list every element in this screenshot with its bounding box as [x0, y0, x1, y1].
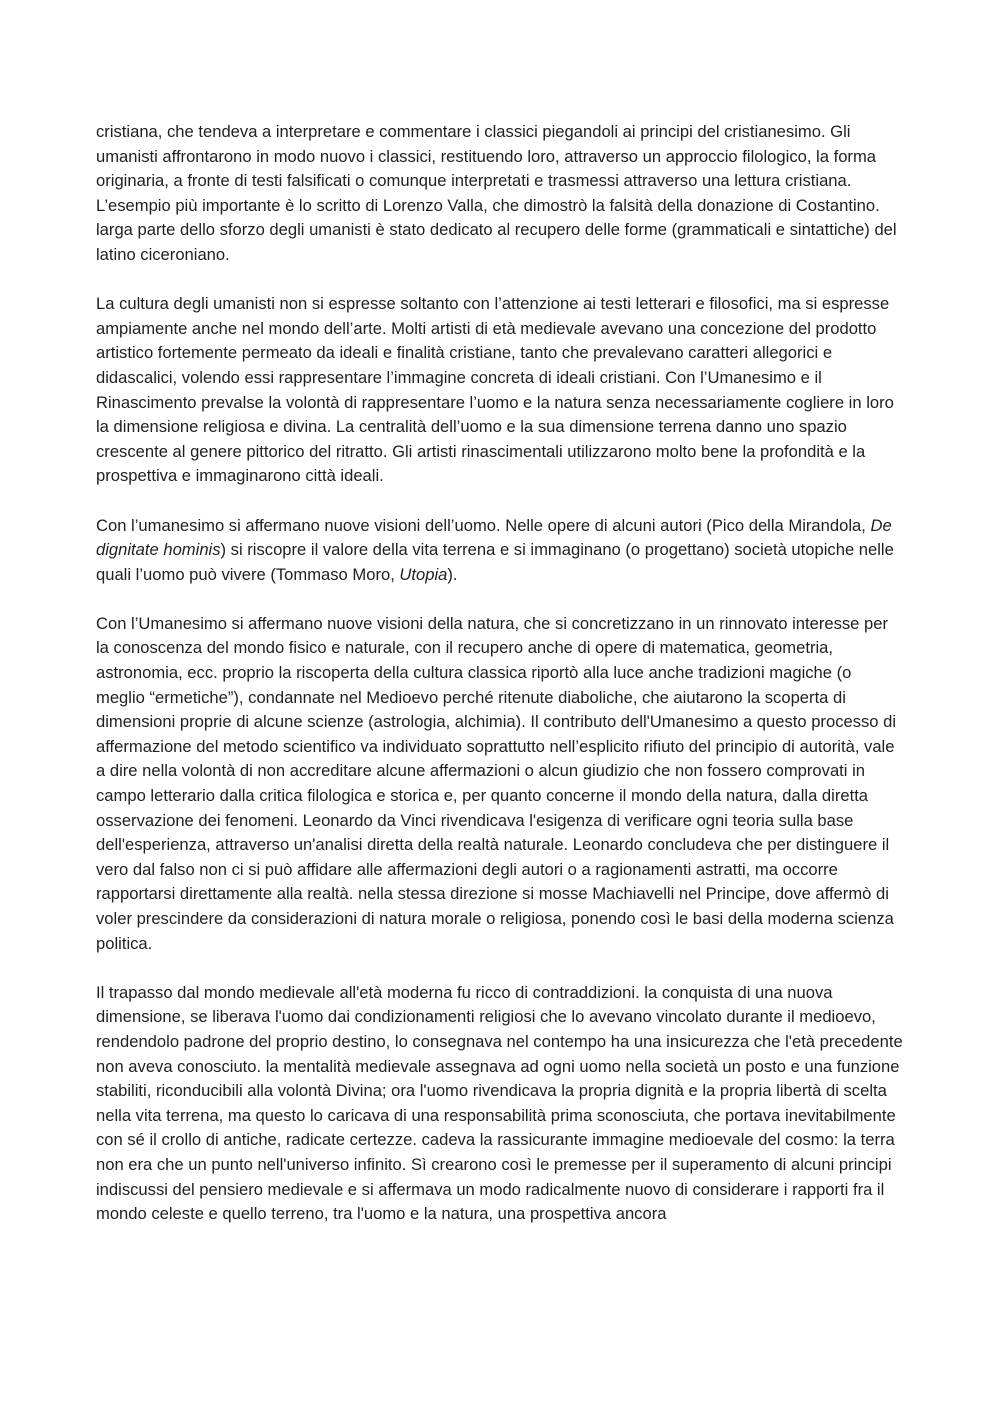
paragraph-text: La cultura degli umanisti non si espresse soltanto con l’attenzione ai testi letterari e filosofici, ma si espresse ampiamente anche nel mondo dell’arte. Molti artisti di età medievale avevano una concezione del prodotto artistico fortemente permeato da ideali e finalità cristiane, tanto che prevalevano caratteri allegorici e didascalici, volendo essi rappresentare l’immagine concreta di ideali cristiani. Con l’Umanesimo e il Rinascimento prevalse la volontà di rappresentare l’uomo e la natura senza necessariamente cogliere in loro la dimensione religiosa e divina. La centralità dell’uomo e la sua dimensione terrena danno uno spazio crescente al genere pittorico del ritratto. Gli artisti rinascimentali utilizzarono molto bene la profondità e la prospettiva e immaginarono città ideali.	[96, 294, 894, 486]
document-page	[96, 120, 904, 1227]
paragraph-text: Con l’Umanesimo si affermano nuove visioni della natura, che si concretizzano in un rinnovato interesse per la conoscenza del mondo fisico e naturale, con il recupero anche di opere di matematica, geometria, astronomia, ecc. proprio la riscoperta della cultura classica riportò alla luce anche tradizioni magiche (o meglio “ermetiche”), condannate nel Medioevo perché ritenute diaboliche, che aiutarono la scoperta di dimensioni proprie di alcune scienze (astrologia, alchimia). Il contributo dell'Umanesimo a questo processo di affermazione del metodo scientifico va individuato soprattutto nell’esplicito rifiuto del principio di autorità, vale a dire nella volontà di non accreditare alcune affermazioni o alcun giudizio che non fossero comprovati in campo letterario dalla critica filologica e storica e, per quanto concerne il mondo della natura, dalla diretta osservazione dei fenomeni. Leonardo da Vinci rivendicava l'esigenza di verificare ogni teoria sulla base dell'esperienza, attraverso un'analisi diretta della realtà naturale. Leonardo concludeva che per distinguere il vero dal falso non ci si può affidare alle affermazioni degli autori o a ragionamenti astratti, ma occorre rapportarsi direttamente alla realtà. nella stessa direzione si mosse Machiavelli nel Principe, dove affermò di voler prescindere da considerazioni di natura morale o religiosa, ponendo così le basi della moderna scienza politica.	[96, 613, 897, 953]
book-title-utopia: Utopia	[399, 564, 448, 584]
paragraph-arte	[96, 292, 904, 489]
paragraph-trapasso	[96, 981, 904, 1227]
paragraph-classici	[96, 120, 904, 268]
paragraph-text: ).	[447, 564, 458, 584]
paragraph-text: Il trapasso dal mondo medievale all'età moderna fu ricco di contraddizioni. la conquista di una nuova dimensione, se liberava l'uomo dai condizionamenti religiosi che lo avevano vincolato durante il medioevo, rendendolo padrone del proprio destino, lo consegnava nel contempo ha una insicurezza che l'età precedente non aveva conosciuto. la mentalità medievale assegnava ad ogni uomo nella società un posto e una funzione stabiliti, riconducibili alla volontà Divina; ora l'uomo rivendicava la propria dignità e la propria libertà di scelta nella vita terrena, ma questo lo caricava di una responsabilità prima sconosciuta, che portava inevitabilmente con sé il crollo di antiche, radicate certezze. cadeva la rassicurante immagine medioevale del cosmo: la terra non era che un punto nell'universo infinito. Sì crearono così le premesse per il superamento di alcuni principi indiscussi del pensiero medievale e si affermava un modo radicalmente nuovo di considerare i rapporti fra il mondo celeste e quello terreno, tra l'uomo e la natura, una prospettiva ancora	[96, 982, 903, 1224]
paragraph-visioni-natura	[96, 612, 904, 956]
paragraph-visioni-uomo	[96, 514, 904, 588]
paragraph-text: Con l’umanesimo si affermano nuove visioni dell’uomo. Nelle opere di alcuni autori (Pico della Mirandola,	[96, 515, 871, 535]
paragraph-text: ) si riscopre il valore della vita terrena e si immaginano (o progettano) società utopiche nelle quali l’uomo può vivere (Tommaso Moro,	[96, 540, 894, 584]
book-title-de-dignitate: De dignitate hominis	[96, 515, 892, 560]
paragraph-text: cristiana, che tendeva a interpretare e commentare i classici piegandoli ai principi del cristianesimo. Gli umanisti affrontarono in modo nuovo i classici, restituendo loro, attraverso un approccio filologico, la forma originaria, a fronte di testi falsificati o comunque interpretati e trasmessi attraverso una lettura cristiana. L’esempio più importante è lo scritto di Lorenzo Valla, che dimostrò la falsità della donazione di Costantino. larga parte dello sforzo degli umanisti è stato dedicato al recupero delle forme (grammaticali e sintattiche) del latino ciceroniano.	[96, 122, 897, 264]
